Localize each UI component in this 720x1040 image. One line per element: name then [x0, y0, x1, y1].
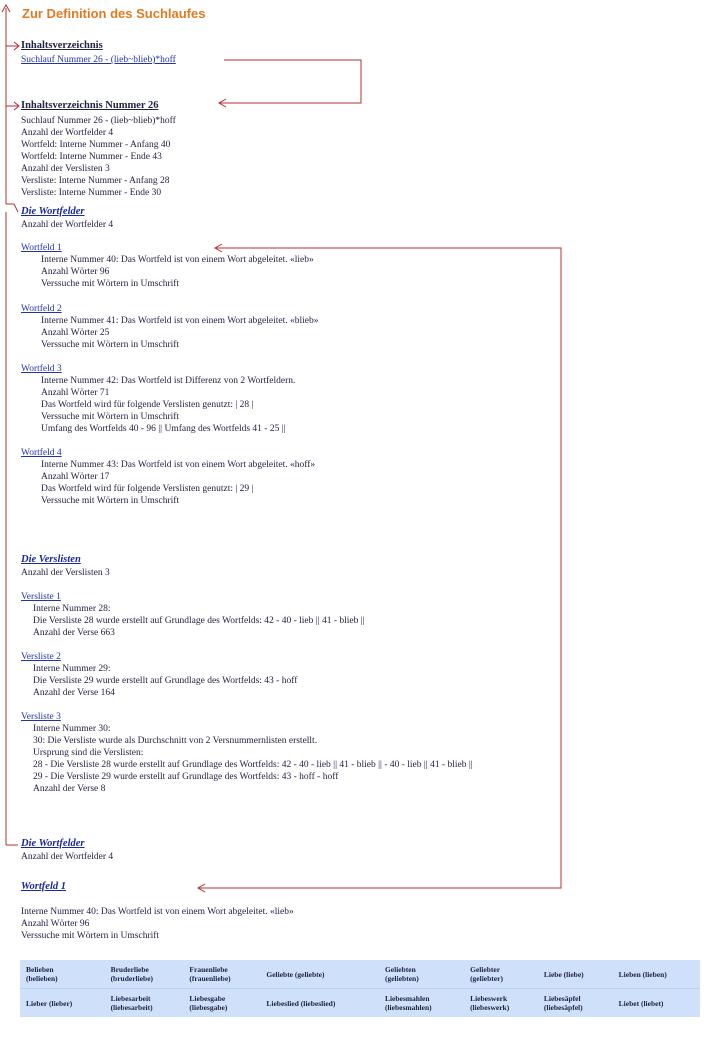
versliste-line: Interne Nummer 29:: [33, 664, 111, 674]
table-row: [20, 960, 700, 989]
versliste-line: Interne Nummer 30:: [33, 724, 111, 734]
word-cell[interactable]: Liebeswerk (liebeswerk): [464, 989, 538, 1018]
wortfeld-link[interactable]: Wortfeld 2: [21, 304, 62, 314]
toc26-line: Wortfeld: Interne Nummer - Anfang 40: [21, 140, 171, 150]
wortfelder2-heading: Die Wortfelder: [21, 838, 85, 849]
word-cell[interactable]: Belieben (belieben): [26, 965, 58, 983]
versliste-line: 28 - Die Versliste 28 wurde erstellt auf Grundlage des Wortfelds: 42 - 40 - lieb || 41 - blieb || - 40 - lieb || 41 - blieb ||: [33, 760, 473, 770]
toc26-line: Suchlauf Nummer 26 - (lieb~blieb)*hoff: [21, 116, 176, 126]
versliste-line: Anzahl der Verse 663: [33, 628, 115, 638]
versliste-block: [21, 651, 297, 699]
toc26-line: Versliste: Interne Nummer - Ende 30: [21, 188, 162, 198]
wortfeld-line: Anzahl Wörter 71: [41, 388, 110, 398]
toc-link[interactable]: Suchlauf Nummer 26 - (lieb~blieb)*hoff: [21, 55, 176, 65]
versliste-line: Anzahl der Verse 8: [33, 784, 106, 794]
wortfelder-count: Anzahl der Wortfelder 4: [21, 220, 114, 230]
wortfeld1-detail-line: Anzahl Wörter 96: [21, 919, 90, 929]
toc26-line: Wortfeld: Interne Nummer - Ende 43: [21, 152, 162, 162]
versliste-line: Die Versliste 29 wurde erstellt auf Grundlage des Wortfelds: 43 - hoff: [33, 676, 298, 686]
word-cell[interactable]: Lieben (lieben): [618, 969, 667, 979]
wortfeld-line: Interne Nummer 43: Das Wortfeld ist von einem Wort abgeleitet. «hoff»: [41, 460, 316, 470]
toc26-heading: Inhaltsverzeichnis Nummer 26: [21, 100, 159, 111]
wortfeld-line: Interne Nummer 41: Das Wortfeld ist von einem Wort abgeleitet. «blieb»: [41, 316, 319, 326]
wortfeld-line: Anzahl Wörter 25: [41, 328, 110, 338]
wortfeld-line: Verssuche mit Wörtern in Umschrift: [41, 412, 180, 422]
toc26-line: Versliste: Interne Nummer - Anfang 28: [21, 176, 170, 186]
versliste-link[interactable]: Versliste 1: [21, 592, 61, 602]
wortfeld1-detail-heading: Wortfeld 1: [21, 881, 67, 892]
wortfeld-line: Verssuche mit Wörtern in Umschrift: [41, 340, 180, 350]
wortfeld1-detail-line: Verssuche mit Wörtern in Umschrift: [21, 931, 160, 941]
versliste-link[interactable]: Versliste 2: [21, 652, 61, 662]
toc26-block: [21, 115, 176, 199]
word-cell[interactable]: Frauenliebe (frauenliebe): [189, 965, 231, 983]
toc26-line: Anzahl der Verslisten 3: [21, 164, 110, 174]
wortfeld-line: Verssuche mit Wörtern in Umschrift: [41, 496, 180, 506]
page-title: Zur Definition des Suchlaufes: [22, 6, 206, 21]
verslisten-heading: Die Verslisten: [21, 554, 81, 565]
toc-heading: Inhaltsverzeichnis: [21, 40, 103, 51]
wortfeld1-detail-block: [21, 906, 294, 942]
toc26-line: Anzahl der Wortfelder 4: [21, 128, 114, 138]
word-cell[interactable]: Liebesarbeit (liebesarbeit): [105, 989, 184, 1018]
word-cell[interactable]: Liebesäpfel (liebesäpfel): [538, 989, 613, 1018]
versliste-block: [21, 711, 473, 795]
word-cell[interactable]: Bruderliebe (bruderliebe): [110, 965, 154, 983]
word-cell[interactable]: Geliebte (geliebte): [266, 969, 325, 979]
wortfeld-line: Interne Nummer 40: Das Wortfeld ist von einem Wort abgeleitet. «lieb»: [41, 255, 314, 265]
versliste-line: Anzahl der Verse 164: [33, 688, 115, 698]
word-cell[interactable]: Liebeslied (liebeslied): [260, 989, 379, 1018]
wortfeld-link[interactable]: Wortfeld 1: [21, 243, 62, 253]
wortfeld-line: Das Wortfeld wird für folgende Verslisten genutzt: | 28 |: [41, 400, 254, 410]
wortfeld1-detail-line: Interne Nummer 40: Das Wortfeld ist von einem Wort abgeleitet. «lieb»: [21, 907, 294, 917]
versliste-line: Interne Nummer 28:: [33, 604, 111, 614]
word-cell[interactable]: Liebe (liebe): [543, 969, 584, 979]
word-cell[interactable]: Liebet (liebet): [613, 989, 700, 1018]
wortfeld-block: [21, 363, 295, 435]
arrow-toc-to-26: [220, 60, 361, 103]
wortfelder2-count: Anzahl der Wortfelder 4: [21, 852, 114, 862]
wortfeld-line: Anzahl Wörter 96: [41, 267, 110, 277]
wortfeld-line: Das Wortfeld wird für folgende Verslisten genutzt: | 29 |: [41, 484, 254, 494]
wortfeld-link[interactable]: Wortfeld 3: [21, 364, 62, 374]
wortfeld-block: [21, 303, 319, 351]
versliste-line: 30: Die Versliste wurde als Durchschnitt von 2 Versnummernlisten erstellt.: [33, 736, 318, 746]
word-cell[interactable]: Lieber (lieber): [20, 989, 105, 1018]
wortfeld-block: [21, 447, 315, 507]
wortfeld-line: Interne Nummer 42: Das Wortfeld ist Differenz von 2 Wortfeldern.: [41, 376, 296, 386]
word-cell[interactable]: Liebesgabe (liebesgabe): [183, 989, 260, 1018]
versliste-line: Ursprung sind die Verslisten:: [33, 748, 144, 758]
versliste-block: [21, 591, 365, 639]
wortfeld-line: Umfang des Wortfelds 40 - 96 || Umfang des Wortfelds 41 - 25 ||: [41, 424, 286, 434]
word-cell[interactable]: Liebesmahlen (liebesmahlen): [379, 989, 464, 1018]
word-cell[interactable]: Geliebter (geliebter): [470, 965, 503, 983]
wortfelder-heading: Die Wortfelder: [21, 206, 85, 217]
versliste-line: 29 - Die Versliste 29 wurde erstellt auf Grundlage des Wortfelds: 43 - hoff - hoff: [33, 772, 339, 782]
wortfeld-block: [21, 242, 314, 290]
verslisten-count: Anzahl der Verslisten 3: [21, 568, 110, 578]
wortfeld-line: Anzahl Wörter 17: [41, 472, 110, 482]
wortfeld-line: Verssuche mit Wörtern in Umschrift: [41, 279, 180, 289]
word-cell[interactable]: Geliebten (geliebten): [384, 965, 419, 983]
versliste-line: Die Versliste 28 wurde erstellt auf Grundlage des Wortfelds: 42 - 40 - lieb || 41 - blieb ||: [33, 616, 365, 626]
word-table: [20, 960, 700, 1017]
table-row: [20, 989, 700, 1018]
wortfeld-link[interactable]: Wortfeld 4: [21, 448, 62, 458]
versliste-link[interactable]: Versliste 3: [21, 712, 61, 722]
